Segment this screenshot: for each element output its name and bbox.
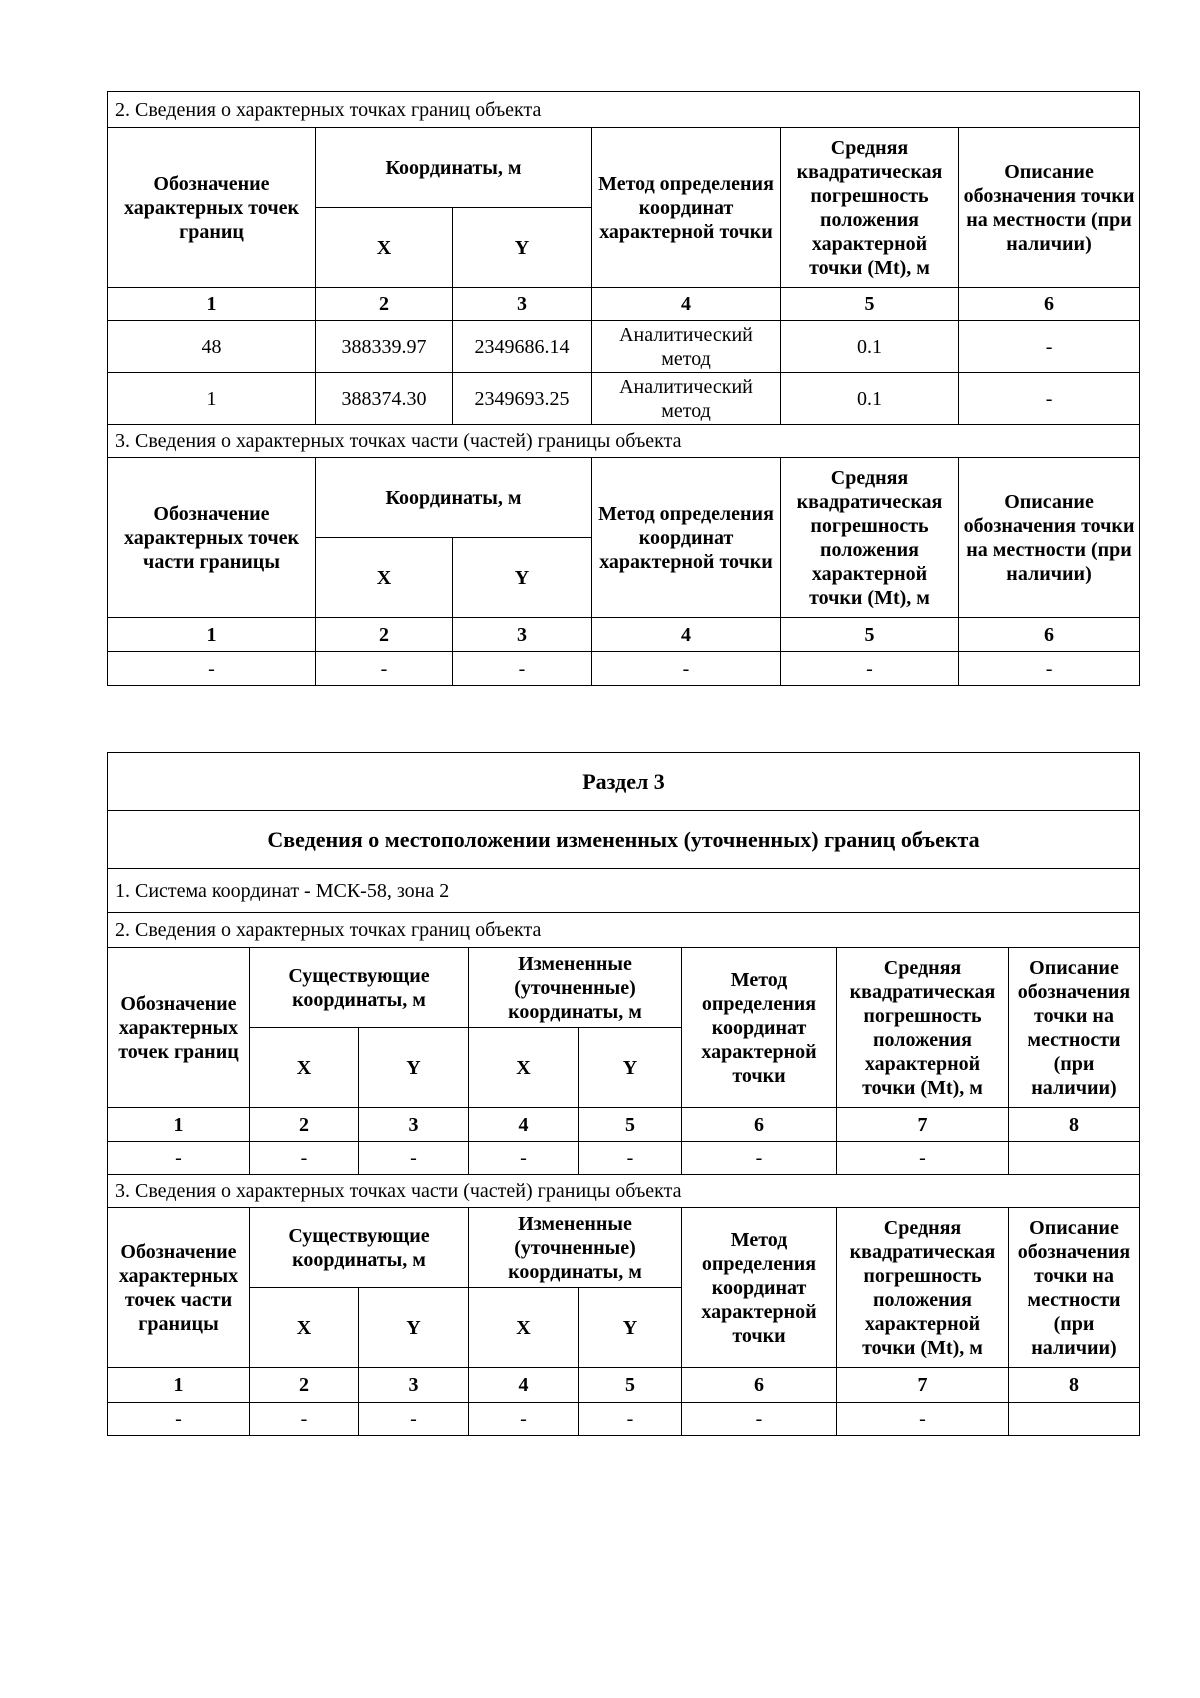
coordinate-system: 1. Система координат - МСК-58, зона 2 [108,869,1140,913]
method: - [682,1403,837,1436]
header-description: Описание обозначения точки на местности (при наличии) [1009,1208,1140,1368]
coordinate-x: 388339.97 [316,321,453,373]
column-number: 2 [250,1368,359,1403]
point-designation: - [108,1403,250,1436]
description [1009,1142,1140,1175]
header-x: X [316,208,453,288]
column-number: 4 [469,1368,579,1403]
column-number: 8 [1009,1108,1140,1142]
header-error: Средняя квадратическая погрешность положения характерной точки (Mt), м [781,128,959,288]
point-designation: - [108,652,316,686]
error-value: - [837,1403,1009,1436]
column-number: 8 [1009,1368,1140,1403]
header-error: Средняя квадратическая погрешность положения характерной точки (Mt), м [781,458,959,618]
section-2-title: 2. Сведения о характерных точках границ объекта [108,92,1140,128]
header-description: Описание обозначения точки на местности (при наличии) [959,128,1140,288]
description [1009,1403,1140,1436]
header-x: X [469,1028,579,1108]
coordinate-y: 2349686.14 [453,321,592,373]
header-y: Y [579,1288,682,1368]
header-x: X [469,1288,579,1368]
error-value: - [781,652,959,686]
column-number: 6 [959,618,1140,652]
point-designation: 1 [108,373,316,425]
section-label: Раздел 3 [108,753,1140,811]
method: - [592,652,781,686]
column-number: 3 [453,618,592,652]
header-existing-coordinates: Существующие координаты, м [250,1208,469,1288]
header-method: Метод определения координат характерной точки [682,948,837,1108]
header-error: Средняя квадратическая погрешность положения характерной точки (Mt), м [837,1208,1009,1368]
column-number: 4 [592,618,781,652]
coordinate-y: 2349693.25 [453,373,592,425]
column-number: 5 [579,1368,682,1403]
column-number: 7 [837,1108,1009,1142]
header-x: X [250,1028,359,1108]
column-number: 2 [316,618,453,652]
column-number: 2 [316,288,453,321]
point-designation: 48 [108,321,316,373]
error-value: 0.1 [781,321,959,373]
column-number: 3 [359,1108,469,1142]
column-number: 1 [108,618,316,652]
header-y: Y [579,1028,682,1108]
table-row [108,1142,1140,1175]
section-3-title: 3. Сведения о характерных точках части (частей) границы объекта [108,425,1140,458]
column-number: 5 [781,618,959,652]
column-number: 6 [682,1368,837,1403]
column-number: 1 [108,1368,250,1403]
header-changed-coordinates: Измененные (уточненные) координаты, м [469,948,682,1028]
header-y: Y [359,1288,469,1368]
changed-x: - [469,1142,579,1175]
header-y: Y [453,538,592,618]
column-number: 1 [108,288,316,321]
header-changed-coordinates: Измененные (уточненные) координаты, м [469,1208,682,1288]
column-number: 3 [453,288,592,321]
point-designation: - [108,1142,250,1175]
method: - [682,1142,837,1175]
changed-y: - [579,1142,682,1175]
header-designation: Обозначение характерных точек границ [108,948,250,1108]
error-value: - [837,1142,1009,1175]
existing-x: - [250,1142,359,1175]
column-number: 7 [837,1368,1009,1403]
header-error: Средняя квадратическая погрешность положения характерной точки (Mt), м [837,948,1009,1108]
column-number: 6 [682,1108,837,1142]
description: - [959,652,1140,686]
header-designation: Обозначение характерных точек части границы [108,458,316,618]
column-number: 5 [781,288,959,321]
header-y: Y [359,1028,469,1108]
header-method: Метод определения координат характерной точки [592,128,781,288]
header-method: Метод определения координат характерной точки [592,458,781,618]
changed-y: - [579,1403,682,1436]
description: - [959,373,1140,425]
table-row [108,321,1140,373]
error-value: 0.1 [781,373,959,425]
changed-boundaries-table [107,752,1140,1436]
header-coordinates: Координаты, м [316,458,592,538]
header-existing-coordinates: Существующие координаты, м [250,948,469,1028]
section-3-title: 3. Сведения о характерных точках части (частей) границы объекта [108,1175,1140,1208]
section-title: Сведения о местоположении измененных (уточненных) границ объекта [108,811,1140,869]
column-number: 2 [250,1108,359,1142]
section-2-title: 2. Сведения о характерных точках границ объекта [108,913,1140,948]
column-number: 6 [959,288,1140,321]
header-method: Метод определения координат характерной точки [682,1208,837,1368]
method: Аналитический метод [592,373,781,425]
column-number: 5 [579,1108,682,1142]
column-number: 4 [592,288,781,321]
changed-x: - [469,1403,579,1436]
method: Аналитический метод [592,321,781,373]
coordinate-y: - [453,652,592,686]
description: - [959,321,1140,373]
header-designation: Обозначение характерных точек части границы [108,1208,250,1368]
existing-y: - [359,1403,469,1436]
coordinate-x: 388374.30 [316,373,453,425]
header-coordinates: Координаты, м [316,128,592,208]
table-row [108,652,1140,686]
header-description: Описание обозначения точки на местности (при наличии) [1009,948,1140,1108]
column-number: 1 [108,1108,250,1142]
header-y: Y [453,208,592,288]
header-x: X [250,1288,359,1368]
existing-x: - [250,1403,359,1436]
table-row [108,1403,1140,1436]
table-row [108,373,1140,425]
existing-y: - [359,1142,469,1175]
column-number: 4 [469,1108,579,1142]
header-designation: Обозначение характерных точек границ [108,128,316,288]
header-description: Описание обозначения точки на местности (при наличии) [959,458,1140,618]
column-number: 3 [359,1368,469,1403]
coordinate-x: - [316,652,453,686]
header-x: X [316,538,453,618]
boundary-points-table [107,91,1140,686]
